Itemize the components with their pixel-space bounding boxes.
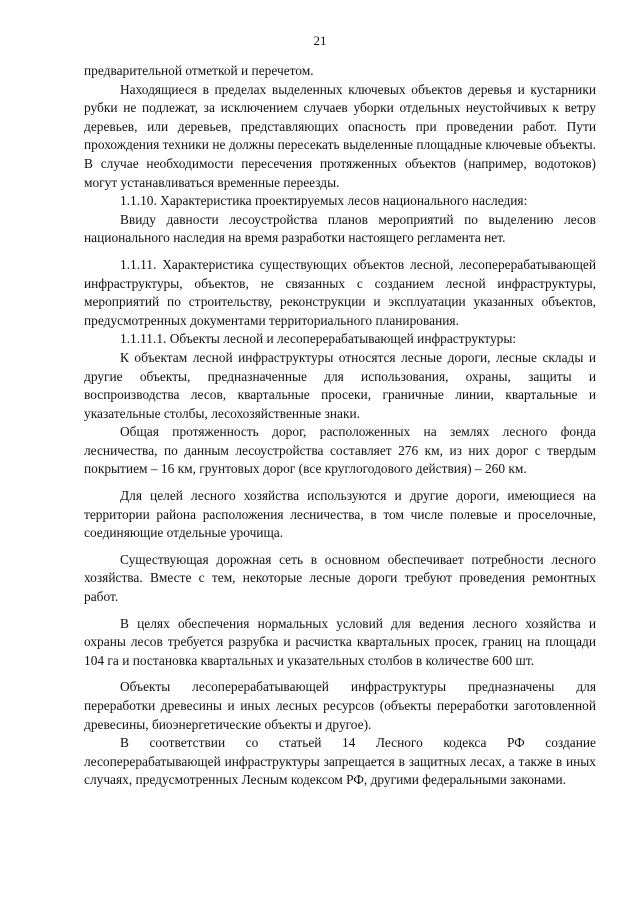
paragraph: Находящиеся в пределах выделенных ключевых объектов деревья и кустарники рубки не подлежат, за исключением случаев уборки отдельных неустойчивых к ветру деревьев, или деревьев, представляющих опасность при проведении работ. Пути прохождения техники не должны пересекать выделенные площадные ключевые объекты. В случае необходимости пересечения протяженных объектов (например, водотоков) могут устанавливаться временные переезды. <box>84 81 596 190</box>
paragraph: Существующая дорожная сеть в основном обеспечивает потребности лесного хозяйства. Вместе с тем, некоторые лесные дороги требуют проведения ремонтных работ. <box>84 551 596 605</box>
paragraph: Для целей лесного хозяйства используются и другие дороги, имеющиеся на территории района расположения лесничества, в том числе полевые и проселочные, соединяющие отдельные урочища. <box>84 488 596 541</box>
paragraph: В целях обеспечения нормальных условий для ведения лесного хозяйства и охраны лесов требуется разрубка и расчистка квартальных просек, границ на площади 104 га и постановка квартальных и указательных столбов в количестве 600 шт. <box>84 615 596 668</box>
paragraph: 1.1.11. Характеристика существующих объектов лесной, лесоперерабатывающей инфраструктуры, объектов, не связанных с созданием лесной инфраструктуры, мероприятий по строительству, реконструкции и эксплуатации указанных объектов, предусмотренных документами территориального планирования. <box>84 256 596 328</box>
paragraph: 1.1.11.1. Объекты лесной и лесоперерабатывающей инфраструктуры: <box>120 331 517 347</box>
paragraph: К объектам лесной инфраструктуры относятся лесные дороги, лесные склады и другие объекты, предназначенные для использования, охраны, защиты и воспроизводства лесов, квартальные просеки, граничные линии, квартальные и указательные столбы, лесохозяйственные знаки. <box>84 349 596 421</box>
page-number: 21 <box>313 33 327 48</box>
paragraph: 1.1.10. Характеристика проектируемых лесов национального наследия: <box>120 193 528 209</box>
paragraph: предварительной отметкой и перечетом. <box>84 63 314 78</box>
paragraph: Общая протяженность дорог, расположенных на землях лесного фонда лесничества, по данным лесоустройства составляет 276 км, из них дорог с твердым покрытием – 16 км, грунтовых дорог (все круглогодового действия) – 260 км. <box>84 424 596 477</box>
document-body <box>84 62 596 790</box>
paragraph: Ввиду давности лесоустройства планов мероприятий по выделению лесов национального наследия на время разработки настоящего регламента нет. <box>84 211 596 246</box>
paragraph: Объекты лесоперерабатывающей инфраструктуры предназначены для переработки древесины и иных лесных ресурсов (объекты переработки заготовленной древесины, биоэнергетические объекты и другое). <box>84 679 596 732</box>
paragraph: В соответствии со статьей 14 Лесного кодекса РФ создание лесоперерабатывающей инфраструктуры запрещается в защитных лесах, а также в иных случаях, предусмотренных Лесным кодексом РФ, другими федеральными законами. <box>84 735 596 788</box>
